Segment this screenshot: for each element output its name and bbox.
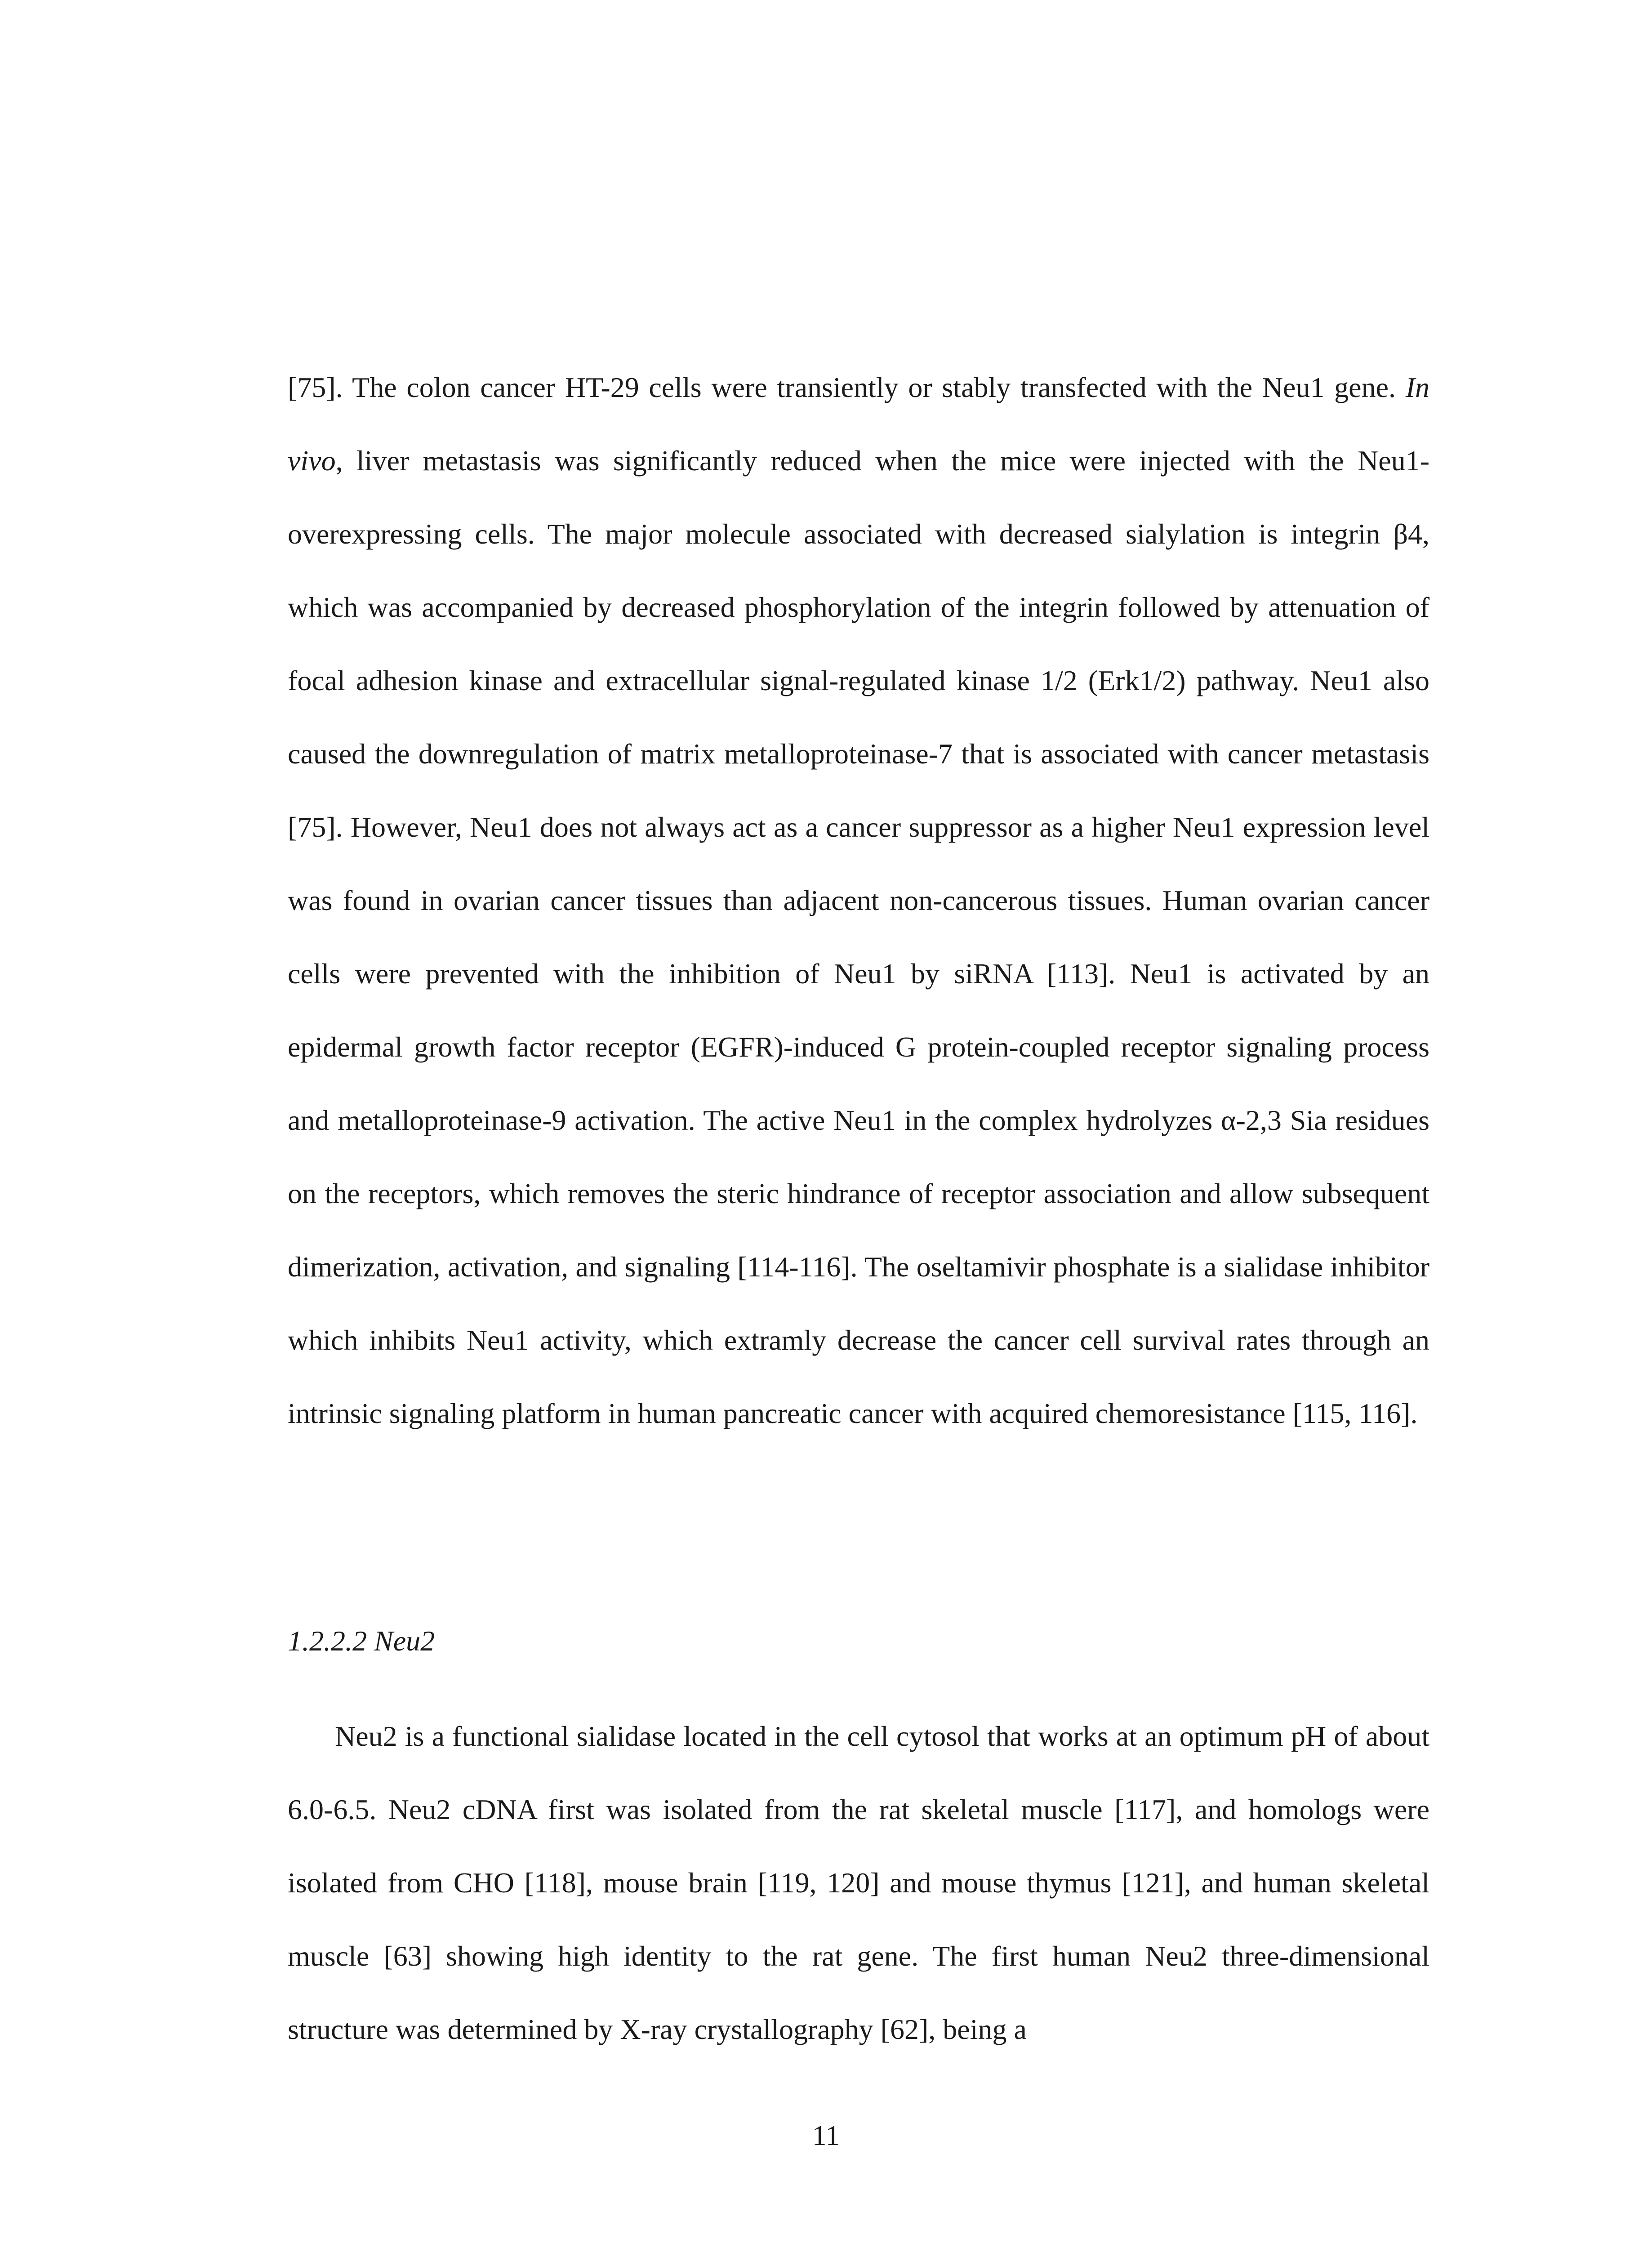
paragraph-1-text-b: , liver metastasis was significantly reduced when the mice were injected with the Neu1-overexpressing cells. The major molecule associated with decreased sialylation is integrin β4, which was accompanied by decreased phosphorylation of the integrin followed by attenuation of focal adhesion kinase and extracellular signal-regulated kinase 1/2 (Erk1/2) pathway. Neu1 also caused the downregulation of matrix metalloproteinase-7 that is associated with cancer metastasis [75]. However, Neu1 does not always act as a cancer suppressor as a higher Neu1 expression level was found in ovarian cancer tissues than adjacent non-cancerous tissues. Human ovarian cancer cells were prevented with the inhibition of Neu1 by siRNA [113]. Neu1 is activated by an epidermal growth factor receptor (EGFR)-induced G protein-coupled receptor signaling process and metalloproteinase-9 activation. The active Neu1 in the complex hydrolyzes α-2,3 Sia residues on the receptors, which removes the steric hindrance of receptor association and allow subsequent dimerization, activation, and signaling [114-116]. The oseltamivir phosphate is a sialidase inhibitor which inhibits Neu1 activity, which extramly decrease the cancer cell survival rates through an intrinsic signaling platform in human pancreatic cancer with acquired chemoresistance [115, 116]. bbox=[288, 445, 1429, 1429]
page-number: 11 bbox=[812, 2119, 840, 2151]
body-paragraph-1 bbox=[288, 351, 1429, 1450]
paragraph-1-emphasis: In vivo bbox=[288, 371, 1429, 477]
section-heading: 1.2.2.2 Neu2 bbox=[288, 1625, 435, 1657]
body-paragraph-2: Neu2 is a functional sialidase located in the cell cytosol that works at an optimum pH of about 6.0-6.5. Neu2 cDNA first was isolated from the rat skeletal muscle [117], and homologs were isolated from CHO [118], mouse brain [119, 120] and mouse thymus [121], and human skeletal muscle [63] showing high identity to the rat gene. The first human Neu2 three-dimensional structure was determined by X-ray crystallography [62], being a bbox=[288, 1720, 1429, 2045]
paragraph-1-text-a: [75]. The colon cancer HT-29 cells were transiently or stably transfected with the Neu1 gene. bbox=[288, 371, 1406, 403]
